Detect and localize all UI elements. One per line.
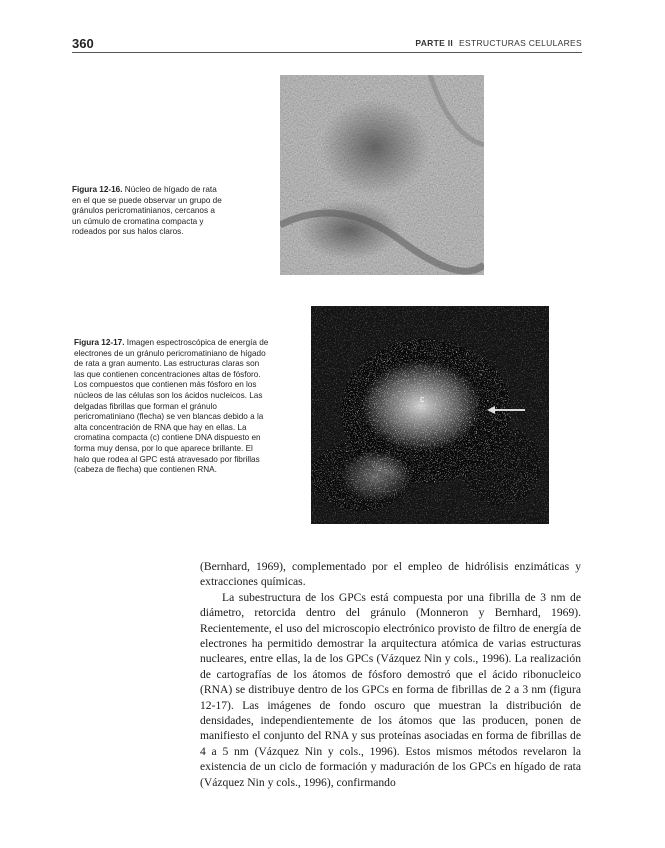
figure-caption-text: Imagen espectroscópica de energía de electrones de un gránulo pericromatiniano de hígado de rata a gran aumento. Las estructuras claras son las que contienen concentraciones altas de fósforo. Los compuestos que contienen más fósforo en los núcleos de las células son los ácidos nucleicos. Las delgadas fibrillas que forman el gránulo pericromatiniano (flecha) se ven blancas debido a la alta concentración de RNA que hay en ellas. La cromatina compacta (c) contiene DNA dispuesto en forma muy densa, por lo que aparece brillante. El halo que rodea al GPC está atravesado por fibrillas (cabeza de flecha) que contienen RNA. bbox=[74, 338, 269, 475]
paragraph: La subestructura de los GPCs está compuesta por una fibrilla de 3 nm de diámetro, retorcida dentro del gránulo (Monneron y Bernhard, 1969). Recientemente, el uso del microscopio electrónico provisto de filtro de energía de electrones ha permitido demostrar la arquitectura atómica de varias estructuras nucleares, entre ellas, la de los GPCs (Vázquez Nin y cols., 1996). La realización de cartografías de los átomos de fósforo demostró que el ácido ribonucleico (RNA) se distribuye dentro de los GPCs en forma de fibrillas de 2 a 3 nm (figura 12-17). Las imágenes de fondo oscuro que muestran la distribución de densidades, independientemente de los átomos que las producen, ponen de manifiesto el conjunto del RNA y sus proteínas asociadas en forma de fibrillas de 4 a 5 nm (Vázquez Nin y cols., 1996). Estos mismos métodos revelaron la existencia de un ciclo de formación y maduración de los GPCs en hígado de rata (Vázquez Nin y cols., 1996), confirmando bbox=[200, 590, 581, 789]
page-header bbox=[72, 36, 582, 53]
figure-caption-text: Núcleo de hígado de rata en el que se puede observar un grupo de gránulos pericromatinianos, cercanos a un cúmulo de cromatina compacta y rodeados por sus halos claros. bbox=[72, 185, 222, 237]
figure-label: Figura 12-17. bbox=[74, 338, 125, 347]
body-text bbox=[200, 559, 581, 790]
figure-label: Figura 12-16. bbox=[72, 185, 123, 194]
spectroscopic-image bbox=[311, 306, 549, 524]
section-title: ESTRUCTURAS CELULARES bbox=[459, 38, 582, 48]
figure-12-17-caption bbox=[74, 338, 270, 476]
nucleus-micrograph-image bbox=[280, 75, 484, 275]
running-head bbox=[415, 38, 582, 48]
figure-12-17-micrograph bbox=[311, 306, 549, 524]
part-label: PARTE II bbox=[415, 38, 454, 48]
chromatin-label: c bbox=[420, 394, 425, 404]
figure-12-16-micrograph bbox=[280, 75, 484, 275]
page-number: 360 bbox=[72, 36, 94, 51]
figure-12-16-caption bbox=[72, 185, 222, 238]
paragraph: (Bernhard, 1969), complementado por el empleo de hidrólisis enzimáticas y extracciones químicas. bbox=[200, 560, 581, 589]
